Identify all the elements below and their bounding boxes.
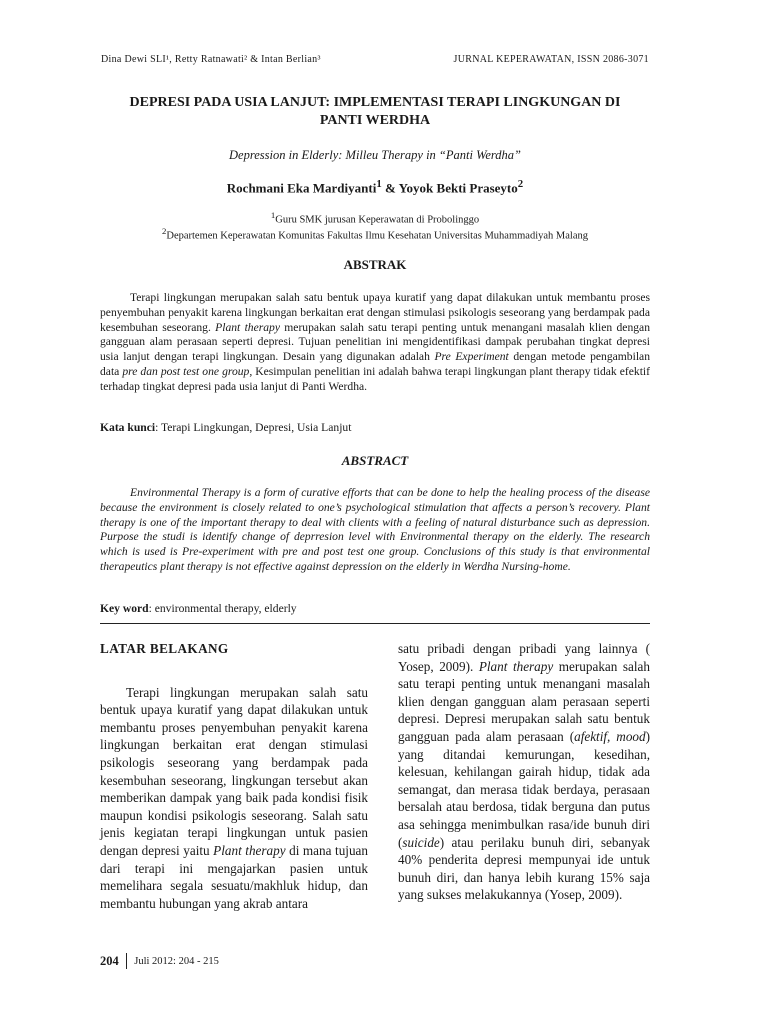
affiliation-2-text: Departemen Keperawatan Komunitas Fakultas Ilmu Kesehatan Universitas Muhammadiyah Malang bbox=[166, 230, 588, 242]
abstract-body: Environmental Therapy is a form of curative efforts that can be done to help the healing process of the disease because the environment is closely related to one’s psychological stimulation that affects a person’s recovery. Plant therapy is one of the important therapy to deal with clients with a feeling of natural disturbance such as depression. Purpose the studi is identify change of deprresion level with Environmental therapy on the elderly. The research which is used is Pre-experiment with pre and post test one group. Conclusions of this study is that environmental therapeutics plant therapy is not effective against depression on the elderly in Werdha Nursing-home. bbox=[100, 486, 650, 573]
issue-date: Juli 2012: 204 - 215 bbox=[134, 955, 219, 967]
page-footer bbox=[100, 953, 219, 969]
author-1-sup: 1 bbox=[376, 178, 382, 190]
author-1: Rochmani Eka Mardiyanti bbox=[226, 180, 377, 196]
footer-separator bbox=[126, 953, 128, 969]
abstrak-italic-2: Pre Experiment bbox=[434, 350, 509, 364]
abstrak-text-4: Kesimpulan penelitian ini adalah bahwa terapi lingkungan plant therapy tidak efektif terhadap tingkat depresi pada usia lanjut di Panti Werdha. bbox=[100, 364, 650, 393]
kata-kunci-text: : Terapi Lingkungan, Depresi, Usia Lanjut bbox=[155, 421, 352, 434]
left-italic: Plant therapy bbox=[213, 842, 286, 858]
key-word-label: Key word bbox=[100, 602, 149, 615]
abstrak-text-3: dengan metode pengambilan data bbox=[100, 350, 650, 378]
article-title-line2: PANTI WERDHA bbox=[319, 113, 431, 128]
abstrak-body bbox=[100, 291, 650, 395]
right-italic-2: afektif, mood bbox=[574, 728, 646, 744]
left-text-b: di mana tujuan dari terapi ini mengajarkan pasien untuk memelihara segala sesuatu/makhluk hidup, dan membantu hubungan yang akrab antara bbox=[100, 842, 368, 911]
article-title-line1: DEPRESI PADA USIA LANJUT: IMPLEMENTASI TERAPI LINGKUNGAN DI bbox=[129, 95, 621, 110]
body-column-right bbox=[398, 640, 650, 904]
running-header-authors: Dina Dewi SLI¹, Retty Ratnawati² & Intan Berlian³ bbox=[101, 54, 321, 65]
running-header-journal: JURNAL KEPERAWATAN, ISSN 2086-3071 bbox=[453, 54, 649, 65]
article-title bbox=[100, 94, 650, 130]
right-italic-3: suicide bbox=[402, 834, 440, 850]
right-text-b: merupakan salah satu terapi penting untuk menangani masalah klien dengan gangguan alam perasaan seperti depresi. Depresi merupakan salah satu bentuk gangguan pada alam perasaan ( bbox=[398, 658, 650, 744]
author-line bbox=[100, 178, 650, 196]
affiliation-1-text: Guru SMK jurusan Keperawatan di Probolinggo bbox=[275, 214, 480, 226]
right-text-d: ) atau perilaku bunuh diri, sebanyak 40% penderita depresi mempunyai ide untuk bunuh diri, dan hanya lebih kurang 15% saja yang sukses melakukannya (Yosep, 2009). bbox=[398, 834, 650, 903]
author-2-sup: 2 bbox=[517, 178, 524, 190]
kata-kunci bbox=[100, 421, 650, 434]
section-heading-latar-belakang: LATAR BELAKANG bbox=[100, 641, 229, 656]
author-2: Yoyok Bekti Praseyto bbox=[398, 180, 518, 196]
abstrak-heading: ABSTRAK bbox=[343, 257, 407, 272]
right-text-c: ) yang ditandai kemurungan, kesedihan, kelesuan, kehilangan gairah hidup, tidak ada semangat, dan merasa tidak berdaya, perasaan bersalah atau berdosa, tidak berguna dan putus asa sehingga menimbulkan rasa/ide bunuh diri ( bbox=[398, 728, 651, 850]
paragraph-left bbox=[100, 684, 368, 913]
affiliation-2 bbox=[100, 226, 650, 242]
right-italic-1: Plant therapy bbox=[478, 658, 554, 674]
english-title: Depression in Elderly: Milleu Therapy in “Panti Werdha” bbox=[229, 148, 521, 162]
body-column-left bbox=[100, 640, 368, 912]
key-word-text: : environmental therapy, elderly bbox=[148, 602, 297, 615]
left-text-a: Terapi lingkungan merupakan salah satu bentuk upaya kuratif yang dapat dilakukan untuk membantu proses penyembuhan penyakit karena lingkungan berkaitan erat dengan stimulasi psikologis seseorang yang berdampak pada kesembuhan seseorang, lingkungan tersebut akan memberikan dampak yang baik pada kondisi fisik maupun kondisi psikologis seseorang. Salah satu jenis kegiatan terapi lingkungan untuk pasien dengan depresi yaitu bbox=[100, 684, 368, 858]
author-separator: & bbox=[381, 180, 399, 196]
right-text-a: satu pribadi dengan pribadi yang lainnya ( Yosep, 2009). bbox=[398, 641, 650, 674]
paragraph-right bbox=[398, 640, 650, 904]
abstrak-text-2: merupakan salah satu terapi penting untuk menangani masalah klien dengan gangguan alam perasaan seperti depresi. Tujuan penelitian ini mengidentifikasi dampak perubahan tingkat depresi usia lanjut dengan terapi lingkungan. Desain yang digunakan adalah bbox=[100, 320, 650, 364]
page-number: 204 bbox=[100, 953, 119, 968]
section-divider bbox=[100, 623, 650, 624]
kata-kunci-label: Kata kunci bbox=[100, 421, 156, 434]
abstrak-italic-3: pre dan post test one group, bbox=[122, 364, 253, 378]
abstrak-italic-1: Plant therapy bbox=[215, 320, 280, 334]
key-word bbox=[100, 602, 650, 615]
abstrak-text-1: Terapi lingkungan merupakan salah satu bentuk upaya kuratif yang dapat dilakukan untuk membantu proses penyembuhan penyakit karena lingkungan berkaitan erat dengan stimulasi psikologis seseorang yang berdampak pada kesembuhan seseorang. bbox=[100, 291, 650, 334]
affiliation-1 bbox=[100, 210, 650, 226]
affiliation-1-sup: 1 bbox=[270, 210, 276, 220]
abstract-heading: ABSTRACT bbox=[341, 453, 409, 468]
affiliation-2-sup: 2 bbox=[161, 226, 167, 236]
